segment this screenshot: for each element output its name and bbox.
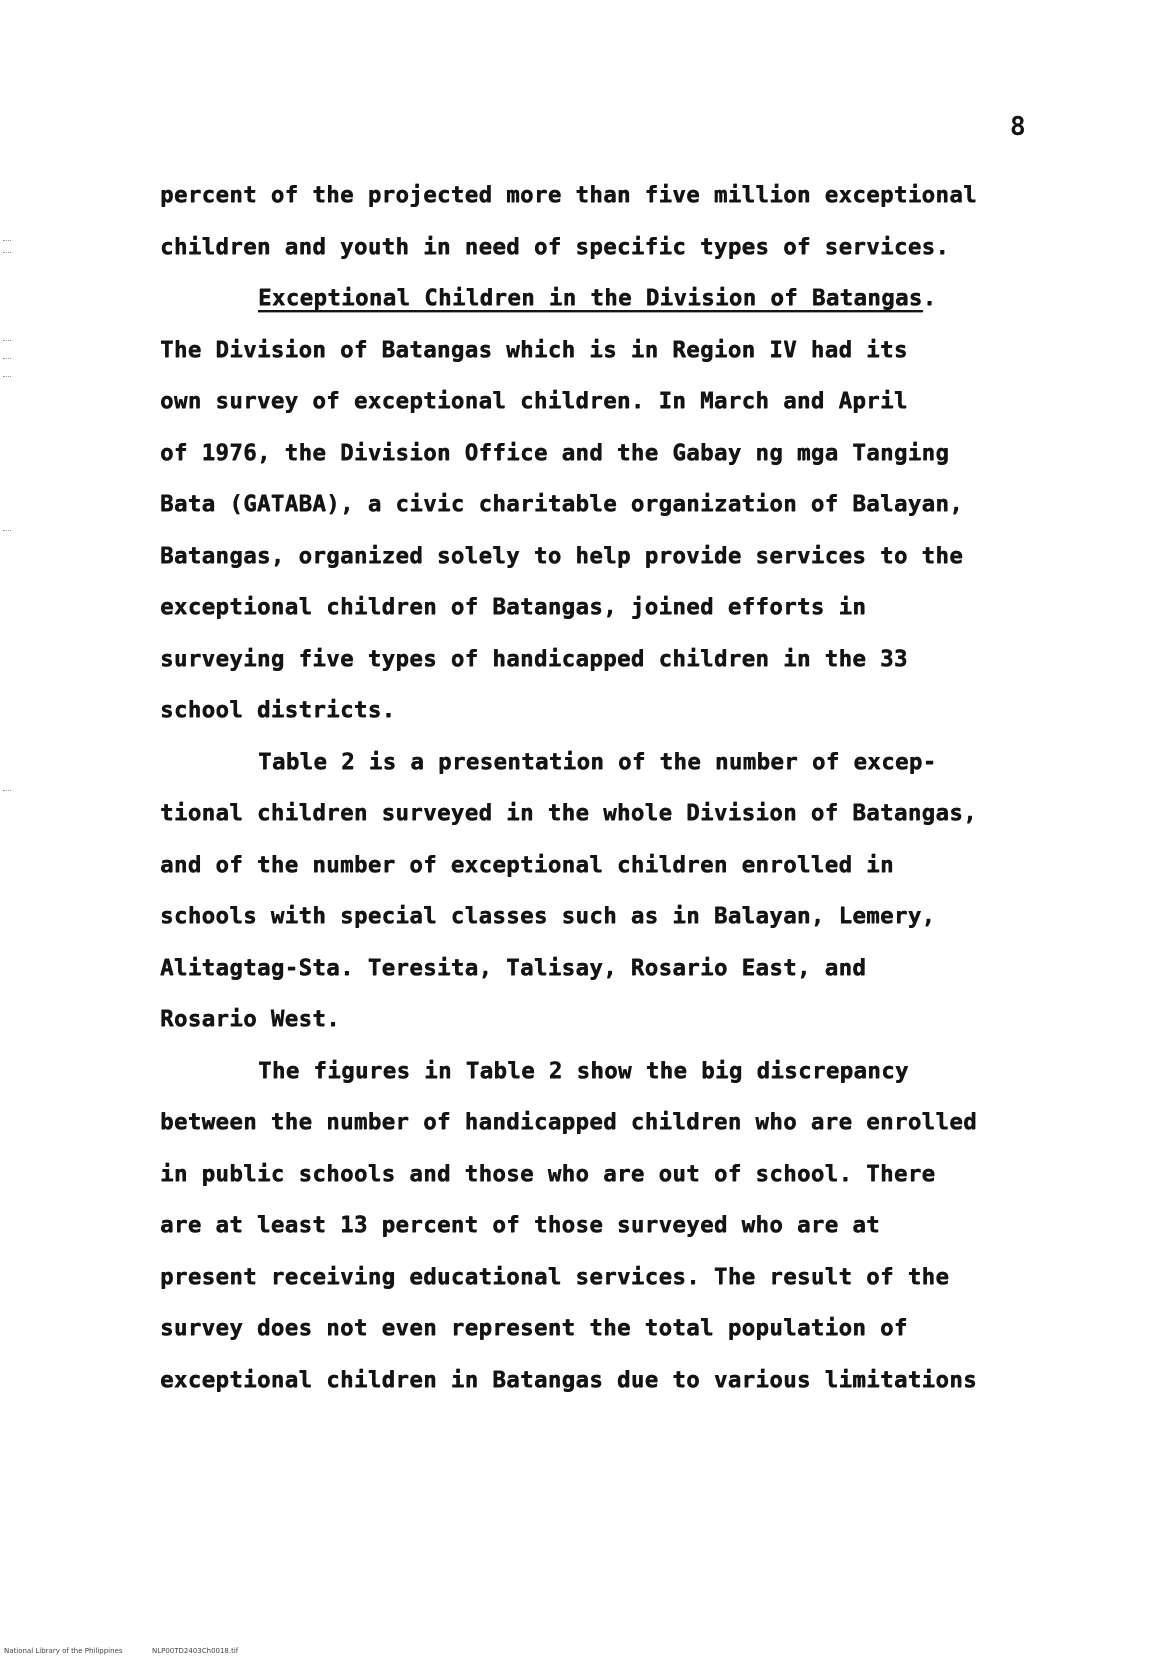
scan-footer: [0, 1644, 1158, 1658]
scan-mark: [3, 340, 11, 341]
text-line: present receiving educational services. The result of the: [160, 1263, 950, 1290]
paragraph-first-line: Table 2 is a presentation of the number of excep-: [258, 748, 937, 775]
section-heading-line: [160, 273, 1100, 325]
paragraph-first-line: The figures in Table 2 show the big discrepancy: [258, 1057, 909, 1084]
text-line: surveying five types of handicapped children in the 33: [160, 645, 908, 672]
scan-mark: [3, 252, 11, 253]
text-line: children and youth in need of specific types of services.: [160, 233, 950, 260]
text-line: Alitagtag-Sta. Teresita, Talisay, Rosario East, and: [160, 954, 867, 981]
scan-mark: [3, 240, 11, 241]
scan-mark: [3, 376, 11, 377]
section-heading-period: .: [922, 285, 937, 311]
footer-file-name: NLP00TD2403Ch0018.tif: [152, 1647, 239, 1655]
page-number: 8: [1010, 112, 1026, 142]
text-line: survey does not even represent the total population of: [160, 1315, 908, 1341]
text-line: are at least 13 percent of those surveyed who are at: [160, 1212, 880, 1238]
scan-mark: [3, 530, 11, 531]
margin-scan-marks: [0, 230, 14, 830]
text-line: The Division of Batangas which is in Region IV had its: [160, 336, 908, 363]
text-line: percent of the projected more than five million exceptional: [160, 182, 977, 208]
text-line: own survey of exceptional children. In March and April: [160, 388, 908, 414]
text-line: school districts.: [160, 697, 396, 723]
text-line: exceptional children of Batangas, joined efforts in: [160, 594, 867, 620]
scan-mark: [3, 358, 11, 359]
text-line: Batangas, organized solely to help provide services to the: [160, 542, 964, 569]
section-heading: Exceptional Children in the Division of Batangas: [258, 285, 923, 311]
text-line: Rosario West.: [160, 1006, 340, 1032]
text-line: tional children surveyed in the whole Division of Batangas,: [160, 800, 977, 826]
text-line: schools with special classes such as in Balayan, Lemery,: [160, 903, 936, 929]
text-line: of 1976, the Division Office and the Gabay ng mga Tanging: [160, 439, 950, 466]
footer-library-credit: National Library of the Philippines: [4, 1647, 123, 1655]
text-line: Bata (GATABA), a civic charitable organization of Balayan,: [160, 491, 964, 517]
body-text: [160, 170, 1100, 1406]
text-line: and of the number of exceptional children enrolled in: [160, 851, 894, 878]
scan-mark: [3, 790, 11, 791]
text-line: exceptional children in Batangas due to various limitations: [160, 1366, 977, 1393]
text-line: in public schools and those who are out of school. There: [160, 1160, 936, 1187]
text-line: between the number of handicapped children who are enrolled: [160, 1109, 977, 1135]
